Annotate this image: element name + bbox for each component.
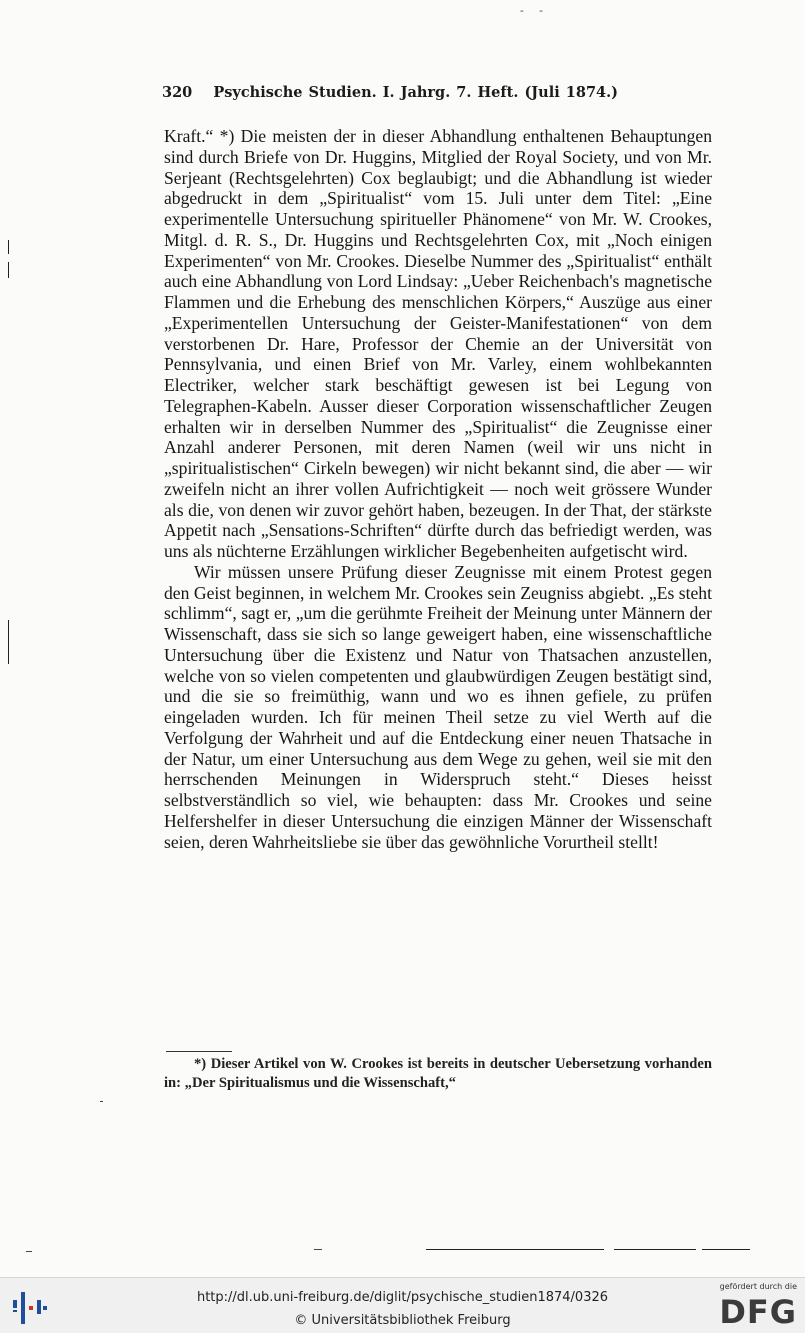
footnote-text: *) Dieser Artikel von W. Crookes ist bereits in deutscher Uebersetzung vorhanden in: „Der Spiritualismus und die Wissenschaft,“ xyxy=(164,1056,712,1091)
dfg-logo-text: DFG xyxy=(719,1293,797,1331)
scan-dot xyxy=(100,1101,103,1102)
paragraph: Kraft.“ *) Die meisten der in dieser Abhandlung enthaltenen Behauptungen sind durch Briefe von Dr. Huggins, Mitglied der Royal Society, und von Mr. Serjeant (Rechtsgelehrten) Cox beglaubigt; und die Abhandlung ist wieder abgedruckt in dem „Spiritualist“ vom 15. Juli unter dem Titel: „Eine experimentelle Untersuchung spiritueller Phänomene“ von Mr. W. Crookes, Mitgl. d. R. S., Dr. Huggins und Rechtsgelehrten Cox, mit „Noch einigen Experimenten“ von Mr. Crookes. Dieselbe Nummer des „Spiritualist“ enthält auch eine Abhandlung von Lord Lindsay: „Ueber Reichenbach's magnetische Flammen und die Erhebung des menschlichen Körpers,“ Auszüge aus einer „Experimentellen Untersuchung der Geister-Manifestationen“ von dem verstorbenen Dr. Hare, Professor der Chemie an der Universität von Pennsylvania, und einen Brief von Mr. Varley, einem wohlbekannten Electriker, welcher stark beschäftigt gewesen ist bei Legung von Telegraphen-Kabeln. Ausser dieser Corporation wissenschaftlicher Zeugen erhalten wir in derselben Nummer des „Spiritualist“ die Zeugnisse einer Anzahl anderer Personen, mit deren Namen (weil wir uns nicht in „spiritualistischen“ Cirkeln bewegen) wir nicht bekannt sind, die aber — wir zweifeln nicht an ihrer vollen Aufrichtigkeit — noch weit grössere Wunder als die, von denen wir zuvor gehört haben, bezeugen. In der That, der stärkste Appetit nach „Sensations-Schriften“ dürfte durch das befriedigt werden, was uns als nüchterne Erzählungen wirklicher Begebenheiten aufgetischt wird. xyxy=(164,126,712,561)
footnote-divider xyxy=(166,1051,232,1052)
dfg-logo-icon xyxy=(697,1282,797,1330)
main-text xyxy=(164,126,712,852)
scan-rule xyxy=(614,1249,696,1250)
scan-rule xyxy=(702,1249,750,1250)
document-url-link[interactable]: http://dl.ub.uni-freiburg.de/diglit/psychische_studien1874/0326 xyxy=(196,1290,609,1305)
scan-rule xyxy=(426,1249,604,1250)
scan-dot xyxy=(26,1251,32,1252)
scan-dot xyxy=(314,1249,322,1250)
copyright-text: © Universitätsbibliothek Freiburg xyxy=(294,1313,511,1328)
page-number: 320 xyxy=(162,84,193,101)
paragraph: Wir müssen unsere Prüfung dieser Zeugnisse mit einem Protest gegen den Geist beginnen, in welchem Mr. Crookes sein Zeugniss abgiebt. „Es steht schlimm“, sagt er, „um die gerühmte Freiheit der Meinung unter Männern der Wissenschaft, dass sie sich so lange geweigert haben, eine wissenschaftliche Untersuchung über die Existenz und Natur von Thatsachen anzustellen, welche von so vielen competenten und glaubwürdigen Zeugen bestätigt sind, und die sie so freimüthig, wann und wo es ihnen gefiele, zu prüfen eingeladen wurden. Ich für meinen Theil setze zu viel Werth auf die Verfolgung der Wahrheit und auf die Entdeckung einer neuen Thatsache in der Natur, um einer Untersuchung aus dem Wege zu gehen, weil sie mit den herrschenden Meinungen in Widerspruch steht.“ Dieses heisst selbstverständlich so viel, wie behaupten: dass Mr. Crookes und seine Helfershelfer in dieser Untersuchung die einzigen Männer der Wissenschaft seien, deren Wahrheitsliebe sie über das gewöhnliche Vorurtheil stellt! xyxy=(164,561,712,852)
footnote xyxy=(164,1055,712,1093)
dfg-caption: gefördert durch die xyxy=(719,1282,797,1291)
margin-mark xyxy=(8,262,9,278)
margin-mark xyxy=(8,620,9,664)
footer-bar xyxy=(0,1277,805,1333)
margin-mark xyxy=(8,240,9,254)
running-title: Psychische Studien. I. Jahrg. 7. Heft. (Juli 1874.) xyxy=(213,84,619,101)
scan-marks: - - xyxy=(520,4,549,17)
page-header xyxy=(162,84,662,101)
